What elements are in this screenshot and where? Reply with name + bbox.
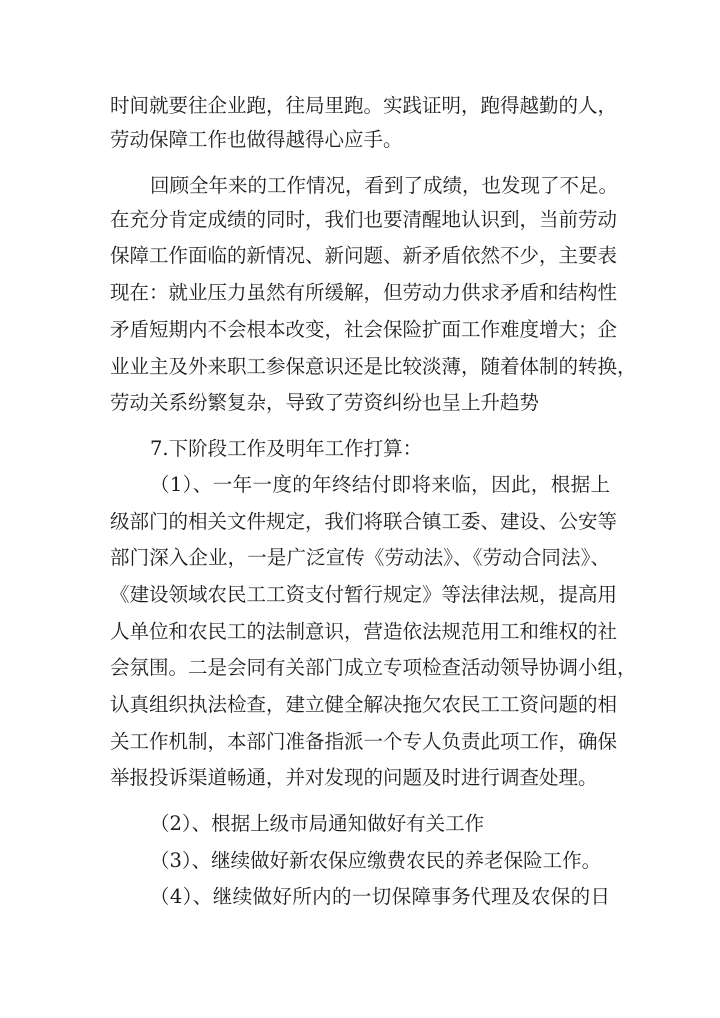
text-line: 部门深入企业，一是广泛宣传《劳动法》、《劳动合同法》、 bbox=[110, 546, 610, 569]
text-line: 举报投诉渠道畅通，并对发现的问题及时进行调查处理。 bbox=[110, 766, 598, 789]
text-line: 人单位和农民工的法制意识，营造依法规范用工和维权的社 bbox=[110, 620, 618, 643]
text-line: 级部门的相关文件规定，我们将联合镇工委、建设、公安等 bbox=[110, 510, 618, 533]
list-item: （4）、继续做好所内的一切保障事务代理及农保的日 bbox=[150, 885, 610, 908]
text-line: 认真组织执法检查，建立健全解决拖欠农民工工资问题的相 bbox=[110, 693, 618, 716]
list-item: （3）、继续做好新农保应缴费农民的养老保险工作。 bbox=[150, 849, 602, 872]
text-line: 保障工作面临的新情况、新问题、新矛盾依然不少，主要表 bbox=[110, 244, 618, 267]
text-line: 《建设领域农民工工资支付暂行规定》等法律法规，提高用 bbox=[110, 583, 618, 606]
text-line: 回顾全年来的工作情况，看到了成绩，也发现了不足。 bbox=[150, 174, 619, 197]
text-line: 劳动关系纷繁复杂，导致了劳资纠纷也呈上升趋势 bbox=[110, 391, 540, 414]
text-line: 会氛围。二是会同有关部门成立专项检查活动领导协调小组， bbox=[110, 656, 637, 679]
text-line: 矛盾短期内不会根本改变，社会保险扩面工作难度增大；企 bbox=[110, 318, 618, 341]
text-line: 劳动保障工作也做得越得心应手。 bbox=[110, 128, 403, 151]
text-line: （1）、一年一度的年终结付即将来临，因此，根据上 bbox=[150, 473, 610, 496]
text-line: 现在：就业压力虽然有所缓解，但劳动力供求矛盾和结构性 bbox=[110, 281, 618, 304]
text-line: 业业主及外来职工参保意识还是比较淡薄，随着体制的转换， bbox=[110, 355, 637, 378]
text-line: 关工作机制，本部门准备指派一个专人负责此项工作，确保 bbox=[110, 730, 618, 753]
section-heading: 7.下阶段工作及明年工作打算： bbox=[150, 437, 423, 460]
text-line: 时间就要往企业跑，往局里跑。实践证明，跑得越勤的人， bbox=[110, 94, 618, 117]
list-item: （2）、根据上级市局通知做好有关工作 bbox=[150, 812, 485, 835]
text-line: 在充分肯定成绩的同时，我们也要清醒地认识到，当前劳动 bbox=[110, 208, 618, 231]
